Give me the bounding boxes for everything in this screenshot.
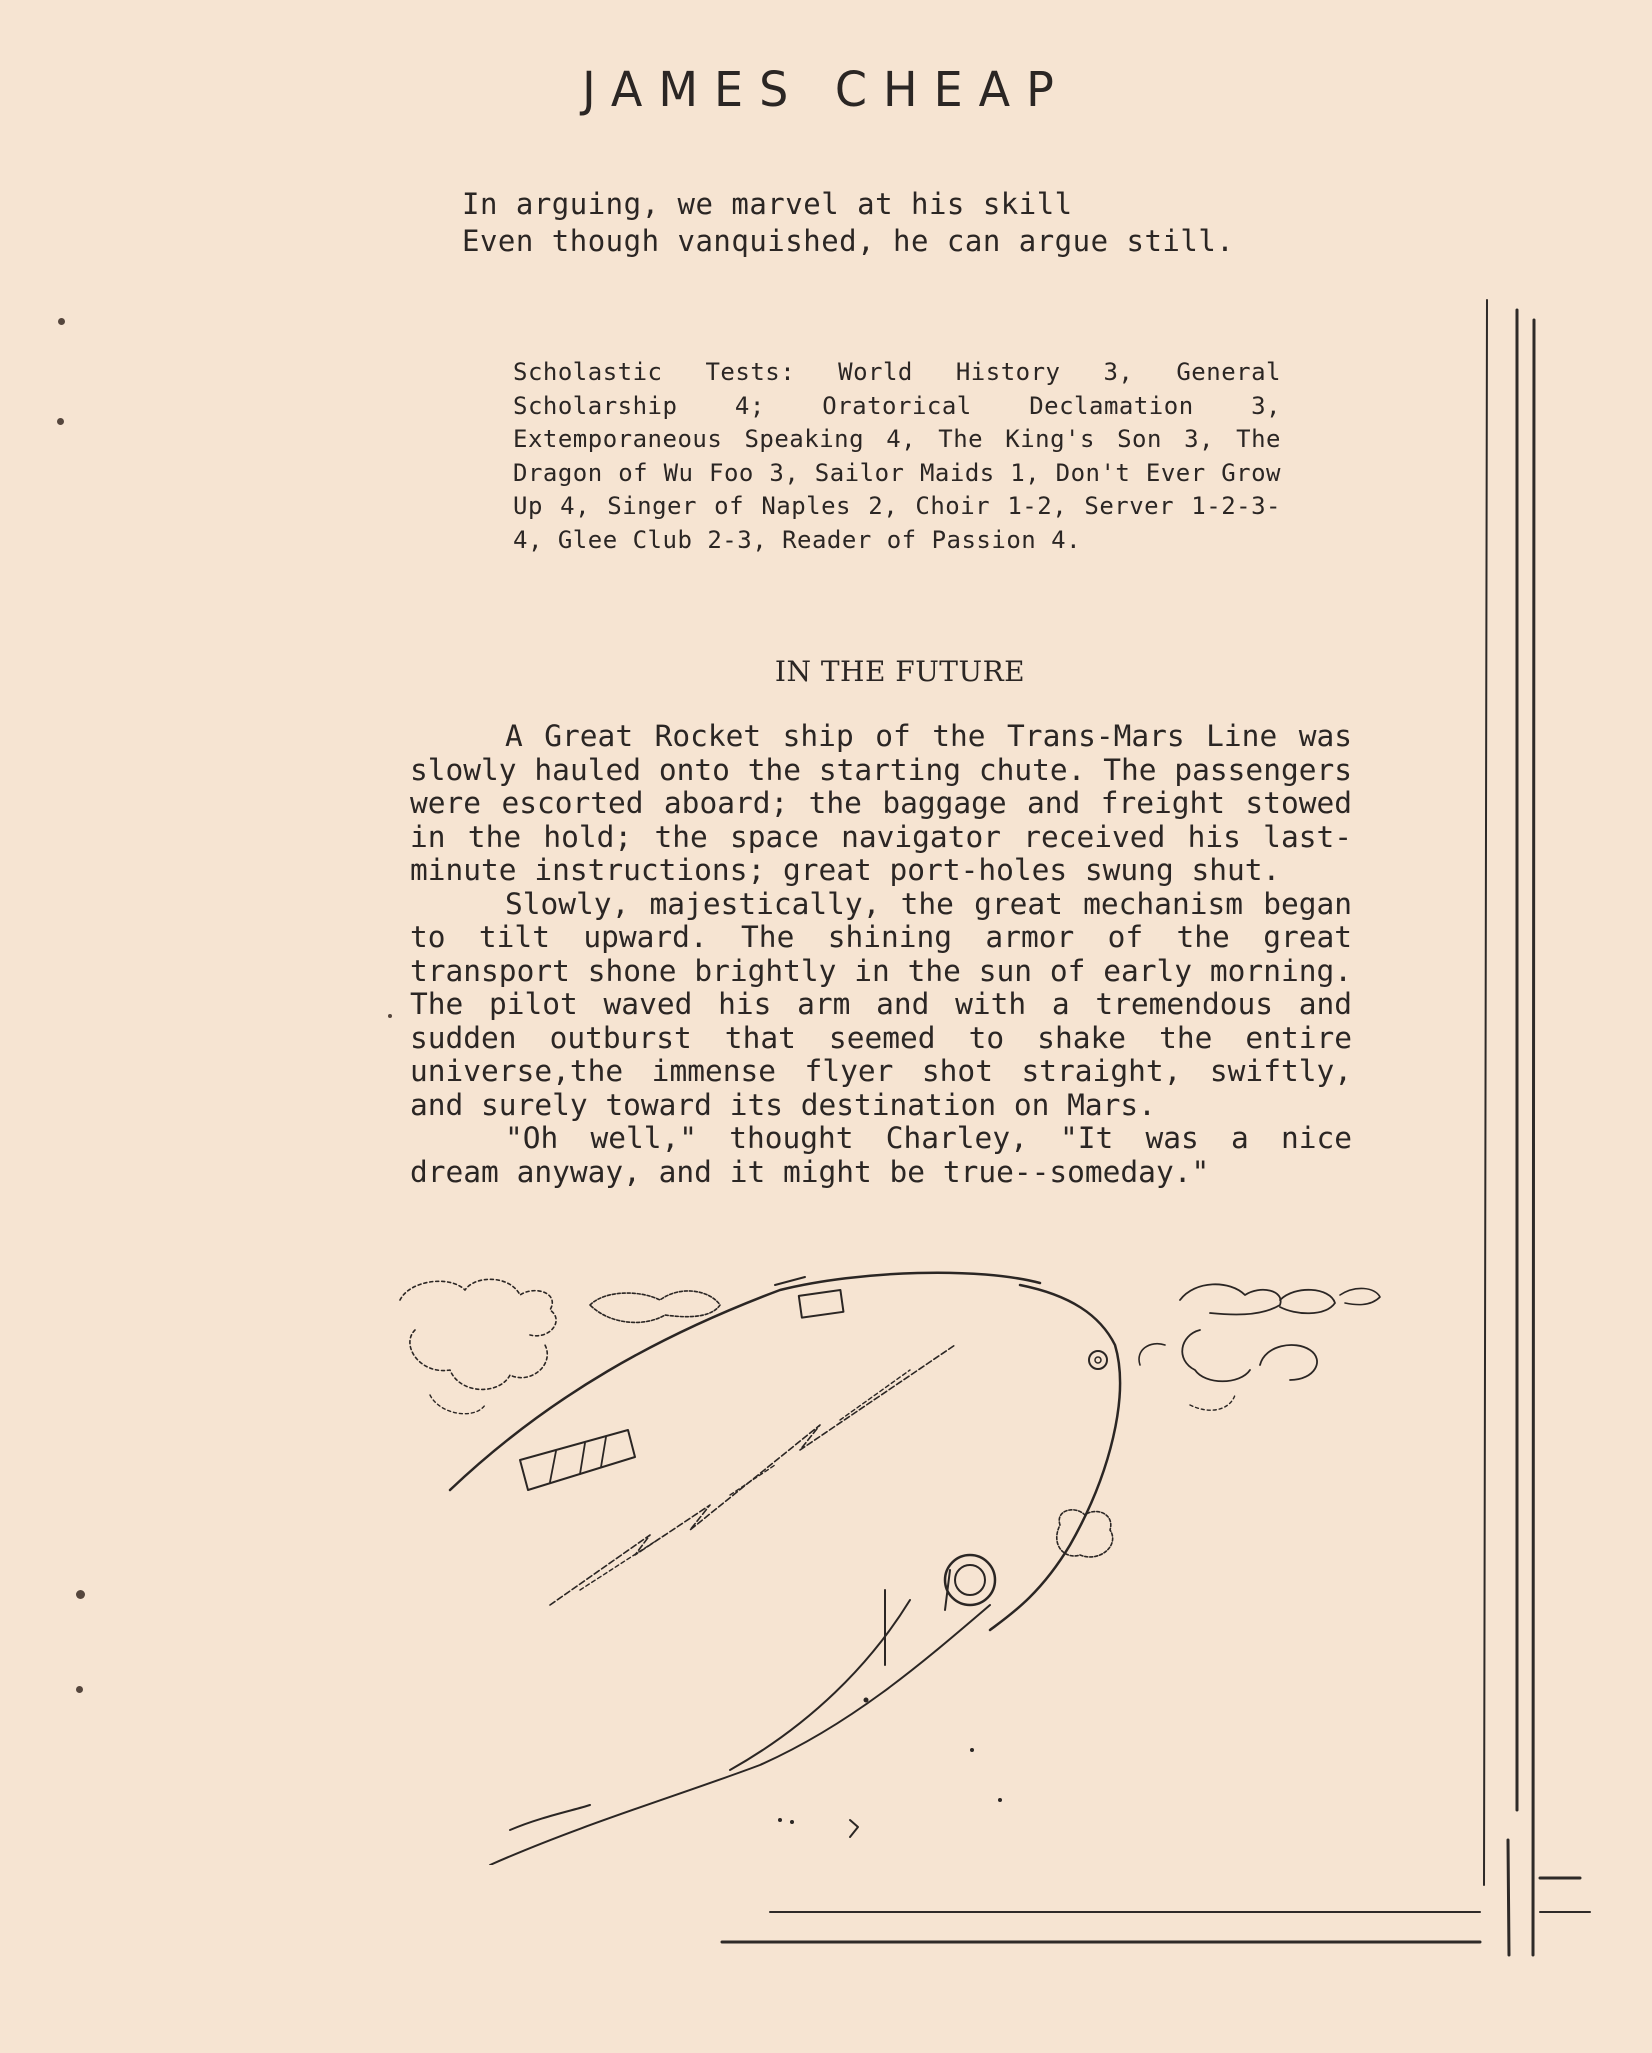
story-paragraph: A Great Rocket ship of the Trans-Mars Line was slowly hauled onto the starting chute. The passengers were escorted aboard; the baggage and freight stowed in the hold; the space navigator received his last-minute instructions; great port-holes swung shut. [410,719,1352,887]
margin-speck [57,418,64,425]
story-heading: IN THE FUTURE [774,655,1026,688]
margin-speck [388,1014,392,1018]
margin-speck [76,1686,83,1693]
margin-speck [76,1590,85,1599]
verse-line-2: Even though vanquished, he can argue still. [462,224,1235,258]
story-paragraph: Slowly, majestically, the great mechanism began to tilt upward. The shining armor of the great transport shone brightly in the sun of early morning. The pilot waved his arm and with a tremendous and sudden outburst that seemed to shake the entire universe,the immense flyer shot straight, swiftly, and surely toward its destination on Mars. [410,886,1352,1122]
rocket-ship-sketch [380,1245,1420,1865]
activities-list: Scholastic Tests: World History 3, General Scholarship 4; Oratorical Declamation 3, Extemporaneous Speaking 4, The King's Son 3, The Dragon of Wu Foo 3, Sailor Maids 1, Don't Ever Grow Up 4, Singer of Naples 2, Choir 1-2, Server 1-2-3-4, Glee Club 2-3, Reader of Passion 4. [513,358,1281,554]
margin-speck [58,318,65,325]
verse-line-1: In arguing, we marvel at his skill [462,187,1073,221]
page-title: JAMES CHEAP [582,60,1070,118]
story-paragraph: "Oh well," thought Charley, "It was a nice dream anyway, and it might be true--someday." [410,1121,1352,1189]
